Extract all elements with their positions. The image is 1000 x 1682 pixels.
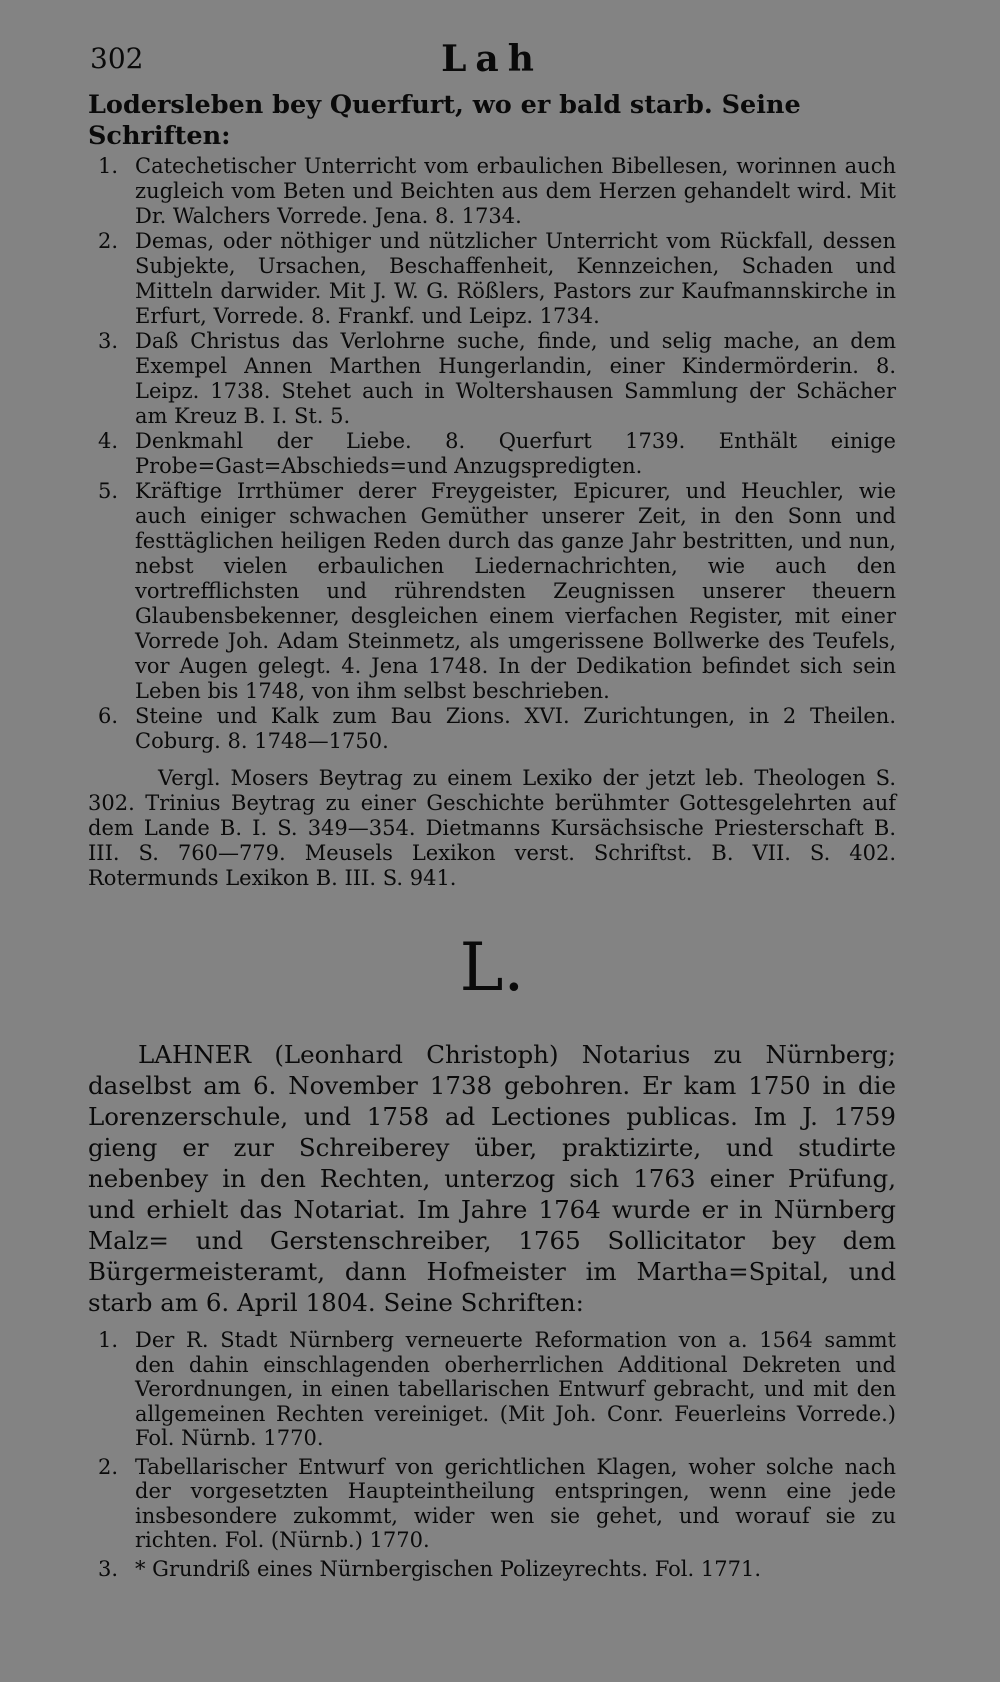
biography-paragraph bbox=[88, 1039, 896, 1318]
item-number: 6. bbox=[98, 704, 119, 728]
item-text: Daß Christus das Verlohrne suche, finde, und selig mache, an dem Exempel Annen Marthen Hungerlandin, einer Kindermörderin. 8. Leipz. 1738. Stehet auch in Woltershausen Sammlung der Schächer am Kreuz B. I. St. 5. bbox=[135, 329, 896, 428]
list-item bbox=[88, 1557, 896, 1582]
page-number: 302 bbox=[90, 42, 144, 75]
item-text: Catechetischer Unterricht vom erbaulichen Bibellesen, worinnen auch zugleich vom Beten und Beichten aus dem Herzen gehandelt wird. Mit Dr. Walchers Vorrede. Jena. 8. 1734. bbox=[135, 154, 896, 228]
item-number: 1. bbox=[98, 1328, 119, 1352]
item-number: 4. bbox=[98, 429, 119, 453]
running-head: Lah bbox=[441, 38, 543, 80]
references-paragraph: Vergl. Mosers Beytrag zu einem Lexiko der jetzt leb. Theologen S. 302. Trinius Beytrag zu einer Geschichte berühmter Gottesgelehrten auf dem Lande B. I. S. 349—354. Dietmanns Kursächsische Priesterschaft B. III. S. 760—779. Meusels Lexikon verst. Schriftst. B. VII. S. 402. Rotermunds Lexikon B. III. S. 941. bbox=[88, 766, 896, 890]
item-number: 3. bbox=[98, 1556, 119, 1581]
biography-text: (Leonhard Christoph) Notarius zu Nürnberg; daselbst am 6. November 1738 gebohren. Er kam 1750 in die Lorenzerschule, und 1758 ad Lectiones publicas. Im J. 1759 gieng er zur Schreiberey über, praktizirte, und studirte nebenbey in den Rechten, unterzog sich 1763 einer Prüfung, und erhielt das Notariat. Im Jahre 1764 wurde er in Nürnberg Malz= und Gerstenschreiber, 1765 Sollicitator bey dem Bürgermeisteramt, dann Hofmeister im Martha=Spital, und starb am 6. April 1804. Seine Schriften: bbox=[88, 1040, 896, 1317]
item-text: * Grundriß eines Nürnbergischen Polizeyrechts. Fol. 1771. bbox=[135, 1556, 761, 1581]
list-item bbox=[88, 329, 896, 429]
item-number: 5. bbox=[98, 479, 119, 503]
list-item bbox=[88, 704, 896, 754]
intro-line: Lodersleben bey Querfurt, wo er bald starb. Seine bbox=[88, 90, 801, 120]
item-text: Denkmahl der Liebe. 8. Querfurt 1739. Enthält einige Probe=Gast=Abschieds=und Anzugspredigten. bbox=[135, 429, 896, 478]
page-header bbox=[88, 38, 896, 82]
item-text: Tabellarischer Entwurf von gerichtlichen Klagen, woher solche nach der vorgesetzten Haupteintheilung entspringen, wenn eine jede insbesondere zukommt, wider wen sie gehet, und worauf sie zu richten. Fol. (Nürnb.) 1770. bbox=[135, 1454, 896, 1552]
item-number: 2. bbox=[98, 229, 119, 253]
book-page bbox=[88, 38, 896, 1658]
list-item bbox=[88, 1328, 896, 1451]
list-item bbox=[88, 1455, 896, 1553]
entry-name: LAHNER bbox=[138, 1040, 252, 1069]
item-text: Kräftige Irrthümer derer Freygeister, Epicurer, und Heuchler, wie auch einiger schwachen Gemüther unserer Zeit, in den Sonn und festtäglichen heiligen Reden durch das ganze Jahr bestritten, und nun, nebst vielen erbaulichen Liedernachrichten, wie auch den vortrefflichsten und rührendsten Zeugnissen unserer theuern Glaubensbekenner, desgleichen einem vierfachen Register, mit einer Vorrede Joh. Adam Steinmetz, als umgerissene Bollwerke des Teufels, vor Augen gelegt. 4. Jena 1748. In der Dedikation befindet sich sein Leben bis 1748, von ihm selbst beschrieben. bbox=[135, 479, 896, 703]
list-item bbox=[88, 429, 896, 479]
item-text: Steine und Kalk zum Bau Zions. XVI. Zurichtungen, in 2 Theilen. Coburg. 8. 1748—1750. bbox=[135, 704, 896, 753]
item-number: 3. bbox=[98, 329, 119, 353]
list-item bbox=[88, 154, 896, 229]
item-number: 2. bbox=[98, 1454, 119, 1479]
intro-line-cont: Schriften: bbox=[88, 121, 231, 151]
section-letter: L. bbox=[459, 929, 525, 1006]
item-text: Der R. Stadt Nürnberg verneuerte Reformation von a. 1564 sammt den dahin einschlagenden oberherrlichen Additional Dekreten und Verordnungen, in einen tabellarischen Entwurf gebracht, und mit den allgemeinen Rechten vereiniget. (Mit Joh. Conr. Feuerleins Vorrede.) Fol. Nürnb. 1770. bbox=[135, 1328, 896, 1450]
list-item bbox=[88, 479, 896, 704]
item-number: 1. bbox=[98, 154, 119, 178]
list-item bbox=[88, 229, 896, 329]
works-list-1 bbox=[88, 154, 896, 754]
works-list-2 bbox=[88, 1328, 896, 1581]
item-text: Demas, oder nöthiger und nützlicher Unterricht vom Rückfall, dessen Subjekte, Ursachen, Beschaffenheit, Kennzeichen, Schaden und Mitteln darwider. Mit J. W. G. Rößlers, Pastors zur Kaufmannskirche in Erfurt, Vorrede. 8. Frankf. und Leipz. 1734. bbox=[135, 229, 896, 328]
